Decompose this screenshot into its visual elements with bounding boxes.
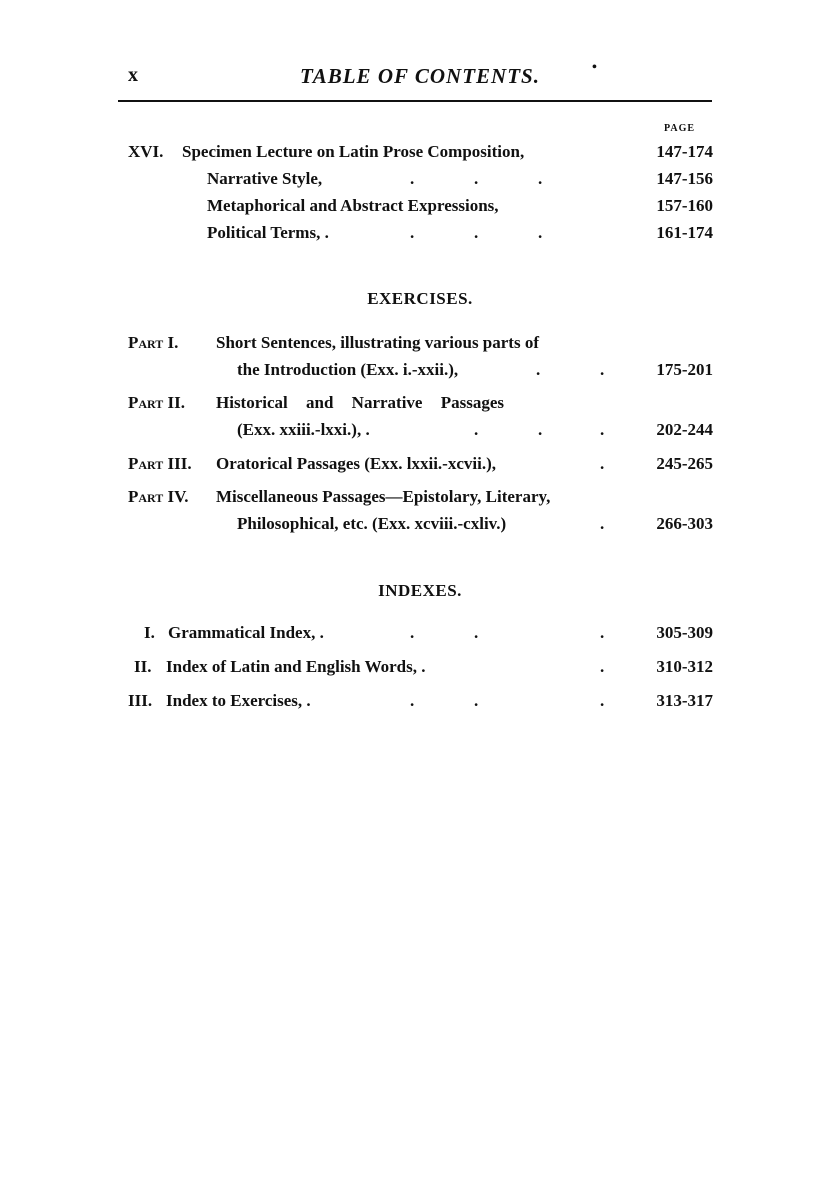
part-line: the Introduction (Exx. i.-xxii.),: [237, 360, 459, 379]
running-title: TABLE OF CONTENTS.: [300, 64, 540, 88]
leader-dot: .: [600, 420, 605, 439]
indexes-heading: INDEXES.: [378, 581, 462, 600]
part-line: Historical and Narrative Passages: [216, 393, 504, 412]
leader-dot: .: [600, 623, 605, 642]
subitem-pages: 161-174: [656, 223, 713, 242]
index-pages: 313-317: [656, 691, 713, 710]
part-pages: 266-303: [656, 514, 713, 533]
part-label: Part I.: [128, 333, 179, 352]
index-numeral: I.: [144, 623, 155, 642]
part-pages: 202-244: [656, 420, 713, 439]
leader-dot: .: [600, 360, 605, 379]
leader-dot: .: [410, 223, 415, 242]
part-line: Oratorical Passages (Exx. lxxii.-xcvii.),: [216, 454, 496, 473]
index-pages: 305-309: [656, 623, 713, 642]
leader-dot: .: [536, 360, 541, 379]
leader-dot: .: [474, 420, 479, 439]
part-line: Short Sentences, illustrating various parts of: [216, 333, 539, 352]
part-pages: 175-201: [656, 360, 713, 379]
part-pages: 245-265: [656, 454, 713, 473]
page-number: x: [128, 64, 138, 86]
leader-dot: .: [600, 454, 605, 473]
part-label: Part II.: [128, 393, 186, 412]
leader-dot: .: [538, 223, 543, 242]
index-label: Index of Latin and English Words, .: [166, 657, 426, 676]
leader-dot: .: [410, 623, 415, 642]
subitem-label: Political Terms, .: [207, 223, 329, 242]
leader-dot: .: [410, 691, 415, 710]
index-numeral: II.: [134, 657, 152, 676]
leader-dot: .: [600, 691, 605, 710]
part-line: Philosophical, etc. (Exx. xcviii.-cxliv.): [237, 514, 507, 533]
part-line: Miscellaneous Passages—Epistolary, Literary,: [216, 487, 551, 506]
leader-dot: .: [474, 691, 479, 710]
lecture-pages: 147-174: [656, 142, 713, 161]
subitem-label: Metaphorical and Abstract Expressions,: [207, 196, 499, 215]
subitem-pages: 157-160: [656, 196, 713, 215]
stray-mark: •: [592, 60, 597, 75]
leader-dot: .: [600, 514, 605, 533]
index-label: Grammatical Index, .: [168, 623, 324, 642]
part-line: (Exx. xxiii.-lxxi.), .: [237, 420, 370, 439]
subitem-label: Narrative Style,: [207, 169, 323, 188]
leader-dot: .: [600, 657, 605, 676]
lecture-title: Specimen Lecture on Latin Prose Composition,: [182, 142, 525, 161]
index-pages: 310-312: [656, 657, 713, 676]
index-label: Index to Exercises, .: [166, 691, 311, 710]
subitem-pages: 147-156: [656, 169, 713, 188]
header-rule: [118, 100, 712, 102]
leader-dot: .: [474, 223, 479, 242]
part-label: Part III.: [128, 454, 192, 473]
index-numeral: III.: [128, 691, 153, 710]
leader-dot: .: [538, 420, 543, 439]
part-label: Part IV.: [128, 487, 189, 506]
leader-dot: .: [410, 169, 415, 188]
lecture-numeral: XVI.: [128, 142, 164, 161]
leader-dot: .: [474, 623, 479, 642]
exercises-heading: EXERCISES.: [367, 289, 473, 308]
page-column-label: PAGE: [664, 123, 696, 134]
leader-dot: .: [538, 169, 543, 188]
leader-dot: .: [474, 169, 479, 188]
